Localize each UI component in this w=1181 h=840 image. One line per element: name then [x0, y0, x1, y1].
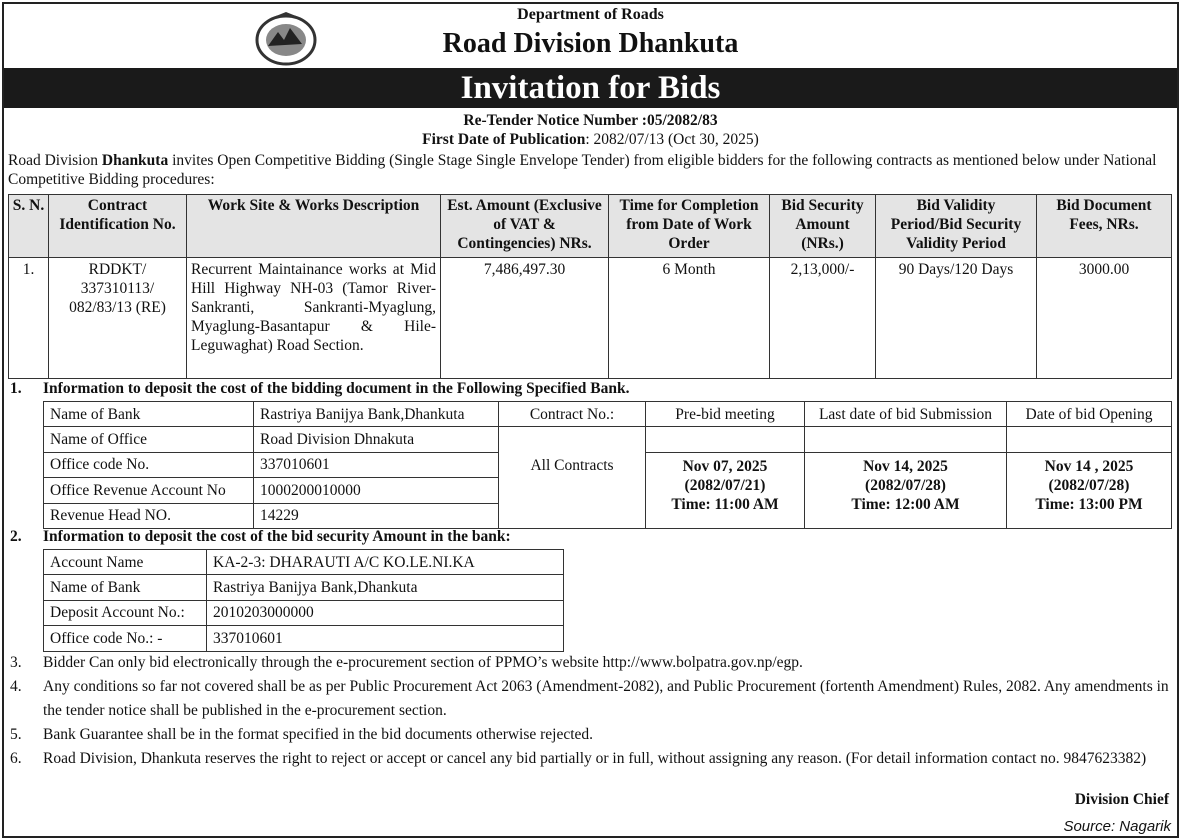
label-revenue-account: Office Revenue Account No — [44, 478, 254, 503]
table-row — [44, 452, 1172, 477]
intro-paragraph — [8, 151, 1176, 189]
page-title: Invitation for Bids — [4, 68, 1177, 108]
signature: Division Chief — [1074, 791, 1169, 808]
cell-validity: 90 Days/120 Days — [876, 258, 1037, 379]
header-submission: Last date of bid Submission — [805, 402, 1007, 427]
list-item — [10, 723, 1175, 747]
empty-cell — [646, 427, 805, 452]
bank-info-table — [43, 401, 1172, 529]
pub-value: : 2082/07/13 (Oct 30, 2025) — [585, 131, 759, 148]
value-revenue-account: 1000200010000 — [254, 478, 499, 503]
division-name: Road Division Dhankuta — [442, 28, 739, 59]
value-prebid — [646, 452, 805, 528]
value-name-of-office: Road Division Dhnakuta — [254, 427, 499, 452]
contracts-table — [8, 194, 1172, 379]
header-contract-no: Contract No.: — [499, 402, 646, 427]
prebid-date: Nov 07, 2025 — [682, 457, 768, 475]
item-number: 4. — [10, 678, 22, 695]
label-office-code: Office code No. — [44, 452, 254, 477]
item-number: 6. — [10, 750, 22, 767]
cell-sn: 1. — [9, 258, 49, 379]
table-header-row — [9, 195, 1172, 258]
value-revenue-head: 14229 — [254, 503, 499, 528]
item-text: Bidder Can only bid electronically through the e-procurement section of PPMO’s website http://www.bolpatra.gov.np/egp. — [43, 654, 803, 671]
item-number: 3. — [10, 654, 22, 671]
section-number: 2. — [10, 528, 22, 545]
table-row — [44, 575, 564, 600]
prebid-nepali-date: (2082/07/21) — [684, 476, 766, 494]
cell-bid-security: 2,13,000/- — [770, 258, 876, 379]
empty-cell — [499, 427, 646, 452]
opening-nepali-date: (2082/07/28) — [1048, 476, 1130, 494]
label-name-of-bank: Name of Bank — [44, 575, 207, 600]
item-number: 5. — [10, 726, 22, 743]
col-description: Work Site & Works Description — [187, 195, 441, 258]
notice-label: Re-Tender Notice Number : — [463, 112, 647, 129]
section-2-heading — [10, 528, 511, 546]
item-text: Any conditions so far not covered shall be as per Public Procurement Act 2063 (Amendment-2082), and Public Procurement (fortenth Amendment) Rules, 2082. Any amendments in the tender notice shall be published in the e-procurement section. — [43, 678, 1169, 719]
value-office-code: 337010601 — [254, 452, 499, 477]
value-name-of-bank: Rastriya Banijya Bank,Dhankuta — [207, 575, 564, 600]
empty-cell — [1007, 427, 1172, 452]
section-title: Information to deposit the cost of the bidding document in the Following Specified Bank. — [43, 380, 630, 397]
value-submission — [805, 452, 1007, 528]
cell-fees: 3000.00 — [1037, 258, 1172, 379]
label-office-code: Office code No.: - — [44, 626, 207, 651]
value-opening — [1007, 452, 1172, 528]
table-row — [44, 402, 1172, 427]
table-row — [9, 258, 1172, 379]
label-name-of-bank: Name of Bank — [44, 402, 254, 427]
opening-time: Time: 13:00 PM — [1035, 495, 1143, 513]
header-prebid: Pre-bid meeting — [646, 402, 805, 427]
intro-pre: Road Division — [8, 152, 102, 169]
prebid-time: Time: 11:00 AM — [671, 495, 779, 513]
col-fees: Bid Document Fees, NRs. — [1037, 195, 1172, 258]
col-bid-security: Bid Security Amount (NRs.) — [770, 195, 876, 258]
notice-number — [0, 112, 1181, 130]
col-sn: S. N. — [9, 195, 49, 258]
value-contract-no: All Contracts — [499, 452, 646, 528]
cell-completion: 6 Month — [609, 258, 770, 379]
value-account-name: KA-2-3: DHARAUTI A/C KO.LE.NI.KA — [207, 550, 564, 575]
label-name-of-office: Name of Office — [44, 427, 254, 452]
label-revenue-head: Revenue Head NO. — [44, 503, 254, 528]
table-row — [44, 427, 1172, 452]
table-row — [44, 600, 564, 625]
empty-cell — [805, 427, 1007, 452]
intro-post: invites Open Competitive Bidding (Single Stage Single Envelope Tender) from eligible bidders for the following contracts as mentioned below under National Competitive Bidding procedures: — [8, 152, 1157, 188]
submission-date: Nov 14, 2025 — [863, 457, 948, 475]
col-contract-id: Contract Identification No. — [49, 195, 187, 258]
submission-nepali-date: (2082/07/28) — [865, 476, 946, 494]
submission-time: Time: 12:00 AM — [851, 495, 960, 513]
header-opening: Date of bid Opening — [1007, 402, 1172, 427]
opening-date: Nov 14 , 2025 — [1044, 457, 1134, 475]
cell-contract-id: RDDKT/ 337310113/ 082/83/13 (RE) — [49, 258, 187, 379]
item-text: Bank Guarantee shall be in the format specified in the bid documents otherwise rejected. — [43, 726, 594, 743]
list-item — [10, 747, 1175, 771]
col-validity: Bid Validity Period/Bid Security Validity Period — [876, 195, 1037, 258]
table-row — [44, 626, 564, 651]
department-name: Department of Roads — [517, 6, 664, 23]
cell-description: Recurrent Maintainance works at Mid Hill Highway NH-03 (Tamor River-Sankranti, Sankranti-Myaglung, Myaglung-Basantapur & Hile-Leguwaghat) Road Section. — [187, 258, 441, 379]
col-est-amount: Est. Amount (Exclusive of VAT & Contingencies) NRs. — [441, 195, 609, 258]
value-office-code: 337010601 — [207, 626, 564, 651]
publication-date — [0, 131, 1181, 149]
label-account-name: Account Name — [44, 550, 207, 575]
list-item — [10, 651, 1175, 675]
pub-label: First Date of Publication — [422, 131, 586, 148]
section-number: 1. — [10, 380, 22, 397]
bid-security-bank-table — [43, 549, 564, 652]
table-row — [44, 550, 564, 575]
intro-bold: Dhankuta — [101, 152, 169, 169]
value-deposit-account: 2010203000000 — [207, 600, 564, 625]
source-credit: Source: Nagarik — [1063, 818, 1171, 835]
value-name-of-bank: Rastriya Banijya Bank,Dhankuta — [254, 402, 499, 427]
section-1-heading — [10, 380, 629, 398]
list-item — [10, 675, 1175, 723]
cell-est-amount: 7,486,497.30 — [441, 258, 609, 379]
section-title: Information to deposit the cost of the bid security Amount in the bank: — [43, 528, 511, 545]
label-deposit-account: Deposit Account No.: — [44, 600, 207, 625]
col-completion: Time for Completion from Date of Work Order — [609, 195, 770, 258]
item-text: Road Division, Dhankuta reserves the right to reject or accept or cancel any bid partially or in full, without assigning any reason. (For detail information contact no. 9847623382) — [43, 750, 1147, 767]
notice-value: 05/2082/83 — [646, 112, 718, 129]
